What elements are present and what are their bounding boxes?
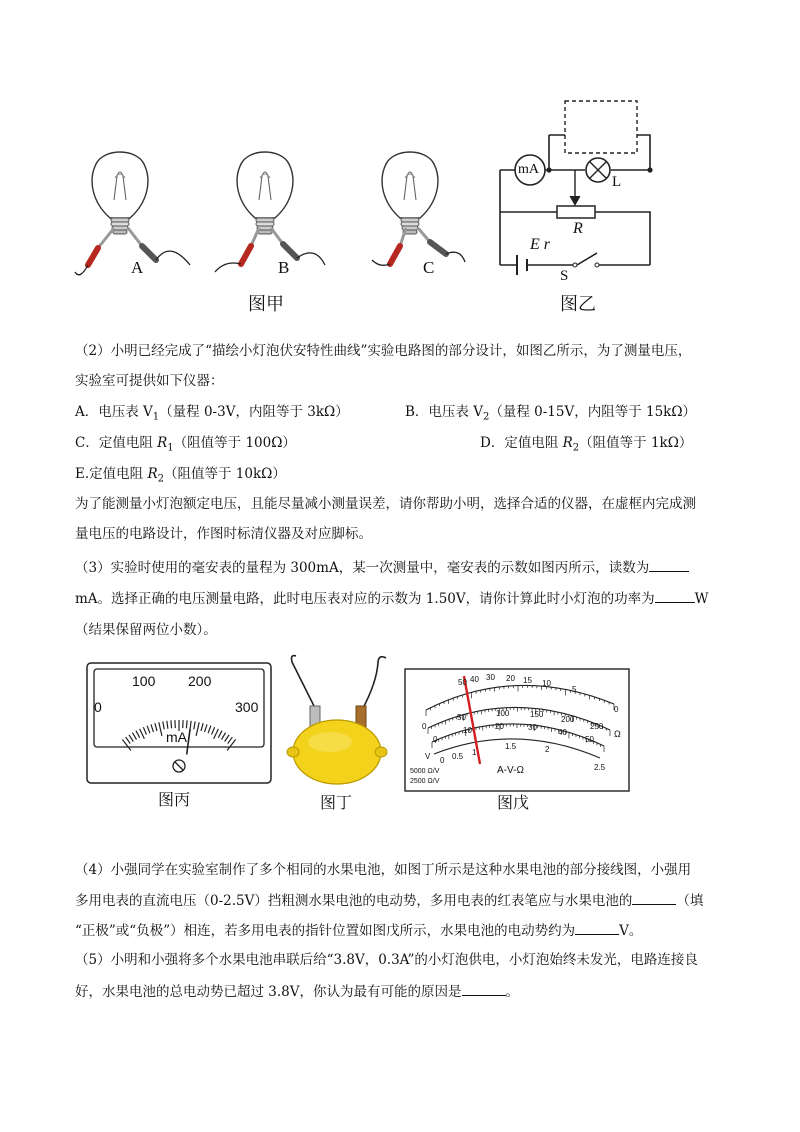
mA-scale-200: 200 bbox=[188, 673, 212, 689]
q2-option-c-post: （阻值等于 100Ω） bbox=[173, 435, 296, 451]
q5-line2-tail: 。 bbox=[505, 984, 520, 1000]
mm-ac-1: 1 bbox=[472, 748, 477, 757]
q2-option-d-var: R bbox=[562, 435, 573, 451]
mm-ac-1.5: 1.5 bbox=[505, 742, 517, 751]
figure-bing bbox=[86, 662, 272, 784]
q2-option-b-pre: B．电压表 V bbox=[405, 404, 483, 420]
q2-option-c bbox=[75, 433, 296, 459]
mm-side-v: V bbox=[425, 752, 431, 761]
mm-spec1: 5000 Ω/V bbox=[410, 768, 440, 775]
q2-option-e-post: （阻值等于 10kΩ） bbox=[163, 466, 286, 482]
mm-low-30: 30 bbox=[528, 723, 537, 732]
q3-line2 bbox=[75, 588, 709, 609]
q3-line1 bbox=[75, 557, 689, 578]
q2-option-a-post: （量程 0-3V，内阻等于 3kΩ） bbox=[159, 404, 349, 420]
lemon-battery-drawing bbox=[282, 652, 392, 792]
q3-line2-text: mA。选择正确的电压测量电路，此时电压表对应的示数为 1.50V，请你计算此时小灯泡的功率为 bbox=[75, 591, 655, 607]
mm-top-40: 40 bbox=[470, 675, 479, 684]
q2-line4: 量电压的电路设计，作图时标清仪器及对应脚标。 bbox=[75, 526, 372, 542]
q3-blank-reading[interactable] bbox=[649, 557, 689, 572]
mm-mid-250: 250 bbox=[590, 722, 604, 731]
mA-unit: mA bbox=[166, 729, 187, 745]
q3-line3: （结果保留两位小数）。 bbox=[75, 622, 217, 638]
q5-blank-reason[interactable] bbox=[462, 981, 506, 996]
mm-low-10: 10 bbox=[463, 726, 472, 735]
milliammeter-tick bbox=[186, 720, 187, 728]
mA-scale-0: 0 bbox=[94, 699, 102, 715]
q2-option-e bbox=[75, 464, 286, 490]
q4-line3-text: “正极”或“负极”）相连，若多用电表的指针位置如图戊所示，水果电池的电动势约为 bbox=[75, 923, 576, 939]
q3-line1-text: （3）实验时使用的毫安表的量程为 300mA，某一次测量中，毫安表的示数如图丙所示，读数为 bbox=[75, 560, 650, 576]
bulb-b bbox=[215, 152, 325, 272]
figure-ding-caption: 图丁 bbox=[320, 793, 353, 812]
mm-ohm-symbol: Ω bbox=[614, 729, 621, 739]
q4-blank-pole[interactable] bbox=[632, 890, 676, 905]
bulb-c bbox=[372, 152, 465, 265]
q2-option-d-sub: 2 bbox=[572, 442, 580, 454]
mm-top-15: 15 bbox=[523, 676, 532, 685]
q2-option-b-sub: 2 bbox=[482, 411, 490, 423]
mm-top-10: 10 bbox=[542, 679, 551, 688]
figure-yi bbox=[495, 95, 665, 285]
label-rheostat: R bbox=[573, 220, 583, 237]
figure-jia-caption: 图甲 bbox=[248, 294, 284, 315]
bulb-label-c: C bbox=[423, 258, 435, 277]
mm-ac-2.5: 2.5 bbox=[594, 763, 606, 772]
figure-jia bbox=[70, 140, 470, 290]
q5-line1: （5）小明和小强将多个水果电池串联后给“3.8V，0.3A”的小灯泡供电，小灯泡始终未发光，电路连接良 bbox=[75, 952, 698, 968]
figure-ding bbox=[282, 652, 392, 792]
bulb-a bbox=[75, 152, 190, 275]
mm-top-0: 0 bbox=[614, 705, 619, 714]
q3-line2-unit: W bbox=[694, 591, 709, 607]
q2-option-e-sub: 2 bbox=[157, 473, 164, 485]
label-switch: S bbox=[560, 268, 569, 284]
bulb-label-b: B bbox=[278, 258, 290, 277]
bulbs-drawing bbox=[70, 140, 470, 290]
label-source: E r bbox=[530, 236, 550, 253]
mm-brand: A-V-Ω bbox=[497, 765, 524, 776]
q2-option-a bbox=[75, 402, 349, 428]
figure-wu-caption: 图戊 bbox=[497, 793, 530, 812]
rheostat-symbol bbox=[557, 206, 595, 218]
q2-option-c-sub: 1 bbox=[167, 442, 174, 454]
bulb-label-a: A bbox=[131, 258, 144, 277]
q2-option-c-pre: C．定值电阻 bbox=[75, 435, 158, 451]
label-lamp: L bbox=[612, 174, 622, 190]
q4-line2 bbox=[75, 890, 703, 911]
mm-low-20: 20 bbox=[495, 722, 504, 731]
figure-yi-caption: 图乙 bbox=[560, 294, 596, 315]
q2-option-d-post: （阻值等于 1kΩ） bbox=[579, 435, 693, 451]
q2-line3: 为了能测量小灯泡额定电压，且能尽量减小测量误差，请你帮助小明，选择合适的仪器，在虚框内完成测 bbox=[75, 496, 696, 512]
figure-bing-caption: 图丙 bbox=[158, 790, 191, 809]
dashed-box bbox=[565, 101, 637, 153]
mm-top-20: 20 bbox=[506, 674, 515, 683]
label-ammeter: mA bbox=[518, 162, 539, 177]
q2-option-e-pre: E.定值电阻 bbox=[75, 466, 148, 482]
q2-option-b bbox=[405, 402, 696, 428]
q4-line3-unit: V。 bbox=[619, 923, 643, 939]
mm-ac-0: 0 bbox=[440, 756, 445, 765]
lemon bbox=[293, 720, 381, 784]
q4-line3 bbox=[75, 920, 642, 941]
mm-top-5: 5 bbox=[572, 685, 577, 694]
q2-option-c-var: R bbox=[157, 435, 168, 451]
q3-blank-power[interactable] bbox=[655, 588, 695, 603]
q2-option-b-post: （量程 0-15V，内阻等于 15kΩ） bbox=[489, 404, 697, 420]
mm-mid-50: 50 bbox=[457, 713, 466, 722]
milliammeter-drawing bbox=[86, 662, 272, 784]
mm-spec2: 2500 Ω/V bbox=[410, 778, 440, 785]
milliammeter-tick bbox=[171, 720, 172, 728]
mm-ac-2: 2 bbox=[545, 745, 550, 754]
q2-option-a-pre: A．电压表 V bbox=[75, 404, 153, 420]
mA-scale-300: 300 bbox=[235, 699, 259, 715]
mm-mid-0: 0 bbox=[422, 722, 427, 731]
mm-low-0: 0 bbox=[433, 735, 438, 744]
q4-line1: （4）小强同学在实验室制作了多个相同的水果电池，如图丁所示是这种水果电池的部分接线图，小强用 bbox=[75, 862, 692, 878]
circuit-drawing bbox=[495, 95, 665, 285]
q4-line2-tail: （填 bbox=[676, 893, 704, 909]
mm-ac-0.5: 0.5 bbox=[452, 752, 464, 761]
q5-line2 bbox=[75, 981, 519, 1002]
q4-line2-text: 多用电表的直流电压（0-2.5V）挡粗测水果电池的电动势，多用电表的红表笔应与水果电池的 bbox=[75, 893, 633, 909]
mm-low-50: 50 bbox=[585, 735, 594, 744]
q2-option-d bbox=[480, 433, 692, 459]
mm-top-50: 50 bbox=[458, 678, 467, 687]
mm-mid-150: 150 bbox=[530, 710, 544, 719]
q2-option-e-var: R bbox=[147, 466, 158, 482]
q5-line2-text: 好，水果电池的总电动势已超过 3.8V，你认为最有可能的原因是 bbox=[75, 984, 462, 1000]
mm-mid-100: 100 bbox=[496, 709, 510, 718]
mm-low-40: 40 bbox=[558, 728, 567, 737]
mm-top-30: 30 bbox=[486, 673, 495, 682]
q2-line2: 实验室可提供如下仪器： bbox=[75, 373, 224, 389]
mm-mid-200: 200 bbox=[561, 715, 575, 724]
q4-blank-emf[interactable] bbox=[575, 920, 619, 935]
mA-scale-100: 100 bbox=[132, 673, 156, 689]
q2-line1: （2）小明已经完成了“描绘小灯泡伏安特性曲线”实验电路图的部分设计，如图乙所示，为了测量电压， bbox=[75, 343, 692, 359]
q2-option-d-pre: D．定值电阻 bbox=[480, 435, 563, 451]
q2-option-a-sub: 1 bbox=[152, 411, 160, 423]
